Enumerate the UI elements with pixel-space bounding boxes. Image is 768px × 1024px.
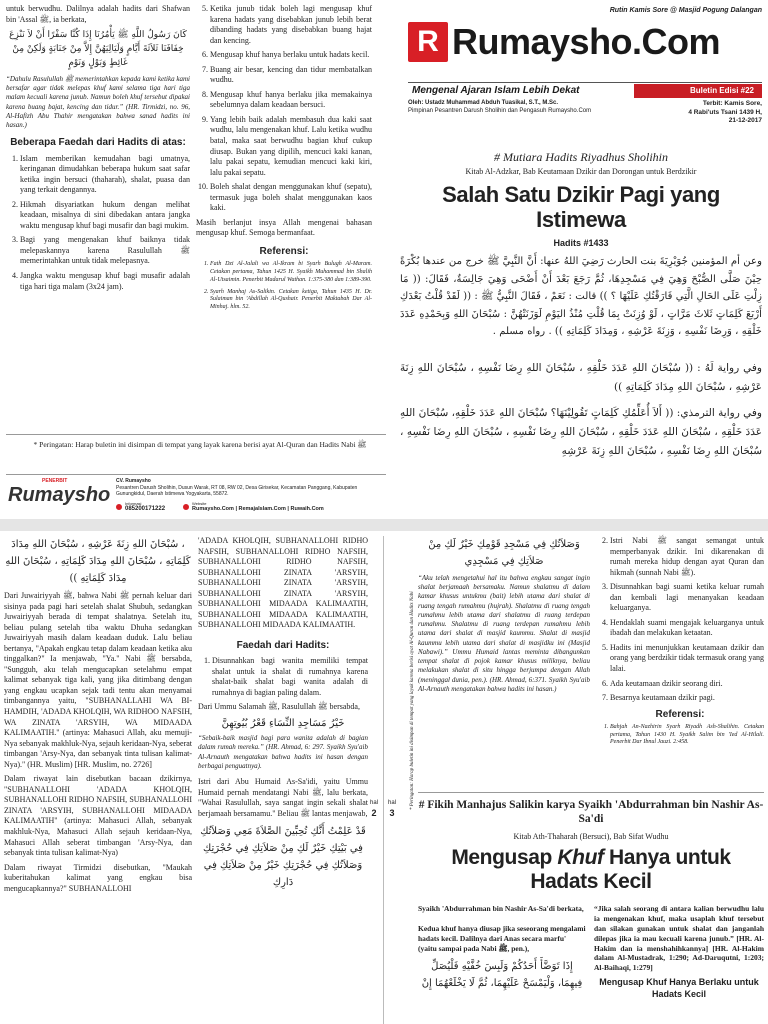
title-part: Khuf: [557, 846, 604, 869]
col1-list: [6, 154, 190, 293]
list-item: 7. Buang air besar, kencing dan tidur membatalkan wudhu.: [210, 65, 372, 86]
footer-logo-tag: PENERBIT: [42, 478, 68, 484]
page-number: 3: [389, 807, 395, 818]
list-item: 1. Islam memberikan kemudahan bagi umatnya, keringanan dimudahkan beberapa hukum saat safar ketika ingin bersuci (thaharah), shalat, puasa dan yang terkait dengannya.: [20, 154, 190, 196]
footer-publisher: CV. Rumaysho: [116, 478, 151, 484]
footer-web: [183, 501, 324, 514]
author-desc: Pimpinan Pesantren Darush Sholihin dan Pengasuh Rumaysho.Com: [408, 107, 592, 114]
fikih-arabic: إِذَا تَوَضَّأَ أَحَدُكُمْ وَلَبِسَ خُفَّيْهِ فَلْيُصَلِّ فِيهِمَا، وَلْيَمْسَحْ عَلَيْهِمَا، ثُمَّ لَا يَخْلَعْهُمَا إِنْ: [421, 960, 583, 989]
arabic-quote: خَيْرُ مَسَاجِدِ النِّسَاءِ قَعْرُ بُيُوتِهِنَّ: [221, 717, 345, 729]
footer-contacts: [116, 501, 386, 514]
refs-list: [596, 724, 764, 747]
page-label: hal: [369, 800, 378, 806]
page-number-right: [386, 800, 398, 820]
reference-item: 1. Bahjah An-Nazhirin Syarh Riyadh Ash-Shalihin. Cetakan pertama, Tahun 1430 H. Syaikh Salim bin 'Ied Al-Hilali. Penerbit Dar Ibnul Jauzi. 2:458.: [610, 724, 764, 747]
page2-column-2: [198, 536, 368, 891]
publish-date: [644, 100, 762, 126]
hadits-arabic-3: وفي رواية الترمذي: (( أَلاَ أُعَلِّمُكِ كَلِمَاتٍ تَقُولِيْنَهَا؟ سُبْحَانَ اللهِ عَدَدَ خَلْقِهِ، سُبْحَانَ اللهِ عَدَدَ خَلْقِهِ ، سُبْحَانَ اللهِ عَدَدَ خَلْقِهِ ، سُبْحَانَ اللهِ رِضَا نَفْسِهِ ، سُبْحَانَ اللهِ رِضَا نَفْسِهِ ، سُبْحَانَ اللهِ رِضَا نَفْسِهِ ، سُبْحَانَ اللهِ زِنَةَ عَرْشِهِ: [400, 407, 762, 457]
column-1: [6, 4, 190, 296]
fikih-tag: # Fikih Manhajus Salikin karya Syaikh 'Abdurrahman bin Nashir As-Sa'di: [418, 799, 764, 826]
date-line: Terbit: Kamis Sore,: [702, 100, 762, 107]
article-source: Kitab Al-Adzkar, Bab Keutamaan Dzikir dan Dorongan untuk Berdzikir: [465, 167, 697, 176]
col1-arabic: كَانَ رَسُولُ اللَّهِ ﷺ يَأْمُرُنَا إِذَا كُنَّا سَفْرًا أَنْ لاَ نَنْزِعَ خِفَافَنَا ثَلاَثَةَ أَيَّامٍ وَلَيَالِيَهُنَّ إِلاَّ مِنْ جَنَابَةٍ وَلَكِنْ مِنْ غَائِطٍ وَبَوْلٍ وَنَوْمٍ: [9, 30, 187, 68]
benefit-list: [596, 536, 764, 704]
col2-refs: [196, 261, 372, 312]
list-item: 7. Besarnya keutamaan dzikir pagi.: [610, 693, 764, 704]
page3-column-1: [418, 536, 590, 694]
fikih-intro: Syaikh 'Abdurrahman bin Nashir As-Sa'di berkata,: [418, 904, 584, 913]
faedah-list: [198, 656, 368, 698]
paragraph: Dari Juwairiyyah ﷺ, bahwa Nabi ﷺ pernah keluar dari sisinya pada pagi hari setelah shalat Shubuh, sedangkan Juwairiyyah berada di tempat shalatnya. Setelah itu, beliau pulang setelah tiba waktu Dhuha sedangkan Juwairiyyah masih dalam keadaan duduk. Lalu beliau bertanya, "Apakah engkau tetap dalam keadaan ketika aku tinggalkan?" Ia menjawab, "Ya." Nabi ﷺ bersabda, "Sungguh, aku telah mengucapkan setelahmu empat kalimat sebanyak tiga kali, yang jika ditimbang dengan yang engkau ucapkan sejak tadi tentu akan menyamai timbangannya yaitu, "SUBHANALLAHI WA BI-HAMDIH, 'ADADA KHOLQIH, WA RIDHOO NAFSIH, WA ZINATA 'ARSYIH, WA MIDAADA KALIMAATIH." (artinya: Mahasuci Allah, aku memuji-Nya sebanyak makhluk-Nya, sejauh keridaan-Nya, seberat timbangan 'Arsy-Nya, dan sebanyak tinta tulisan kalimat-Nya)." (HR. Muslim) [HR. Muslim, no. 2726]: [4, 591, 192, 769]
web-links[interactable]: Rumaysho.Com | RemajaIslam.Com | Ruwaih.Com: [192, 506, 324, 513]
list-item: 2. Hikmah disyariatkan hukum dengan melihat keadaan, misalnya di sini dibedakan antara jangka waktu mengusap khuf bagi musafir dan bagi mukim.: [20, 200, 190, 232]
hadits-arabic-2: وفي رواية لَهُ : (( سُبْحَانَ اللهِ عَدَدَ خَلْقِهِ ، سُبْحَانَ اللهِ رِضَا نَفْسِهِ ، سُبْحَانَ اللهِ زِنَةَ عَرْشِهِ ، سُبْحَانَ اللهِ مِدَادَ كَلِمَاتِهِ )): [400, 362, 762, 393]
arabic-quote: قَدْ عَلِمْتُ أَنَّكِ تُحِبِّينَ الصَّلاَةَ مَعِي وَصَلاَتُكِ فِي بَيْتِكِ خَيْرٌ لَكِ مِنْ صَلاَتِكِ فِي حُجْرَتِكِ وَصَلاَتُكِ فِي حُجْرَتِكِ خَيْرٌ مِنْ صَلاَتِكِ فِي دَارِكِ: [200, 826, 366, 889]
hadits-number: Hadits #1433: [553, 238, 609, 248]
fikih-bold: Kedua khuf hanya diusap jika seseorang mengalami hadats kecil. Dalilnya dari Anas secara marfu' (yaitu sampai pada Nabi ﷺ, pen.),: [418, 923, 586, 953]
quote-translation: “Sebaik-baik masjid bagi para wanita adalah di bagian dalam rumah mereka.” (HR. Ahmad, 6: 297. Syaikh Syu'aib Al-Arnauth mengatakan bahwa hadits ini hasan dengan berbagai penguatnya).: [198, 734, 368, 770]
list-item: 6. Ada keutamaan dzikir seorang diri.: [610, 679, 764, 690]
date-line: 21-12-2017: [728, 117, 762, 125]
fikih-title: [418, 846, 764, 894]
footer-phone: [116, 501, 165, 514]
page-number-left: [368, 800, 380, 820]
list-item: 2. Istri Nabi ﷺ sangat semangat untuk memperbanyak dzikir. Ini dikarenakan di rumah mereka hidup dengan ayat Quran dan hikmah (sunnah Nabi ﷺ).: [610, 536, 764, 578]
brand-logo: [408, 20, 764, 64]
col2-closing: Masih berlanjut insya Allah mengenai bahasan mengusap khuf. Semoga bermanfaat.: [196, 217, 372, 238]
paragraph: Dalam riwayat Tirmidzi disebutkan, "Maukah kuberitahukan kalimat yang engkau bisa mengucapkannya?" SUBHANALLOHI: [4, 862, 192, 893]
title-part: Hanya untuk Hadats Kecil: [530, 846, 731, 894]
fikih-subheading: Mengusap Khuf Hanya Berlaku untuk Hadats Kecil: [599, 977, 759, 1000]
notice-text: * Peringatan: Harap buletin ini disimpan di tempat yang layak karena berisi ayat Al-Quran dan Hadits Nabi ﷺ: [33, 440, 367, 449]
arabic-quote: وَصَلاَتُكِ فِي مَسْجِدِ قَوْمِكِ خَيْرٌ لَكِ مِنْ صَلاَتِكِ فِي مَسْجِدِي: [428, 539, 580, 567]
list-item: 5. Ketika junub tidak boleh lagi mengusap khuf karena hadats yang disebabkan junub lebih berat dibanding hadats yang disebabkan buang hajat dan kencing.: [210, 4, 372, 46]
list-item: 4. Hendaklah suami mengajak keluarganya untuk ibadah dan melakukan ketaatan.: [610, 618, 764, 639]
quote-translation: “Aku telah mengetahui hal itu bahwa engkau sangat ingin shalat berjamaah bersamaku. Namun shalatmu di dalam kamar khusus untukmu (bait) lebih utama dari shalat di ruang tengah rumahmu (hujrah). Shalatmu di ruang tengah rumahmu lebih utama dari shalatmu di ruang terdepan rumahmu. Shalatmu di ruang terdepan rumahmu lebih utama dari shalat di masjid kaummu. Shalat di masjid kaummu lebih utama dari shalat di masjidku ini (Masjid Nabawi).” Ummu Humaid lantas meminta dibangunkan tempat shalat di pojok kamar khusus miliknya, beliau melakukan shalat di situ hingga berjumpa dengan Allah (meninggal dunia, pen.). (HR. Ahmad, 6:371. Syaikh Syu'aib Al-Arnauth mengatakan bahwa hadits ini hasan.): [418, 574, 590, 693]
phone-number: 085200171222: [125, 506, 166, 513]
hadits-arabic-1: وعن أم المؤمنين جُوَيْرِيَةَ بنت الحارث رَضِيَ اللهُ عنها: أَنَّ النَّبِيَّ ﷺ خرج من عندها بُكْرَةً حِيْنَ صَلَّى الصُّبْحَ وَهِيَ فِي مَسْجِدِهَا، ثُمَّ رَجَعَ بَعْدَ أَنْ أَضْحَى وَهِيَ جَالِسَةٌ، فَقَالَ: (( مَا زِلْتِ عَلَى الحَالِ الَّتِي فَارَقْتُكِ عَلَيْهَا ؟ )) قالت : نَعَمْ ، فَقَالَ النَّبِيُّ ﷺ : (( لَقَدْ قُلْتُ بَعْدَكِ أَرْبَعَ كَلِمَاتٍ ثَلاثَ مَرَّاتٍ ، لَوْ وُزِنَتْ بِمَا قُلْتِ مُنْذُ اليَوْمِ لَوَزَنَتْهُنَّ : سُبْحَانَ اللهِ وَبِحَمْدِهِ عَدَدَ خَلْقِهِ ، وَرِضَا نَفْسِهِ ، وَزِنَةَ عَرْشِهِ ، وَمِدَادَ كَلِمَاتِهِ )) . رواه مسلم .: [400, 256, 762, 338]
paragraph: 'ADADA KHOLQIH, SUBHANALLOHI RIDHO NAFSIH, SUBHANALLOHI RIDHO NAFSIH, SUBHANALLOHI RIDHO NAFSIH, SUBHANALLOHI ZINATA 'ARSYIH, SUBHANALLOHI ZINATA 'ARSYIH, SUBHANALLOHI ZINATA 'ARSYIH, SUBHANALLOHI MIDAADA KALIMAATIH, SUBHANALLOHI MIDAADA KALIMAATIH, SUBHANALLOHI MIDAADA KALIMAATIH.: [198, 536, 368, 630]
fikih-quote: “Jika salah seorang di antara kalian berwudhu lalu ia mengenakan khuf, maka usaplah khuf tersebut dan silakan gunakan untuk shalat dan janganlah dilepas jika ia mau kecuali karena junub.” [HR. Al-Hakim dan ia menshahihkannya] [HR. Al-Hakim dalam Al-Mustadrak, 1:290; Ad-Daruqutni, 1:203; Al-Baihaqi, 1:279]: [594, 904, 764, 973]
side-note: [402, 560, 415, 810]
list-item: 1. Disunnahkan bagi wanita memiliki tempat shalat untuk ia shalat di rumahnya karena shalat-baik shalat bagi wanita adalah di rumahnya di bagian paling dalam.: [212, 656, 368, 698]
author-name: Oleh: Ustadz Muhammad Abduh Tuasikal, S.T., M.Sc.: [408, 100, 559, 106]
col1-heading: Beberapa Faedah dari Hadits di atas:: [10, 137, 186, 149]
column-2: [196, 4, 372, 316]
paragraph: Istri dari Abu Humaid As-Sa'idi, yaitu Ummu Humaid pernah mendatangi Nabi ﷺ, lalu berkata, "Wahai Rasulullah, saya sangat ingin sekali shalat berjamaah bersamamu." Beliau ﷺ lantas menjawab,: [198, 776, 368, 818]
date-line: 4 Rabi'uts Tsani 1439 H,: [688, 108, 762, 116]
col1-intro: untuk berwudhu. Dalilnya adalah hadits dari Shafwan bin 'Assal ﷺ, ia berkata,: [6, 4, 190, 24]
page3-column-2: [596, 536, 764, 751]
phone-icon: [116, 504, 122, 510]
fikih-column-1: [418, 904, 586, 992]
col2-ref-heading: Referensi:: [259, 245, 309, 257]
header-subtitle: Mengenal Ajaran Islam Lebih Dekat: [412, 85, 580, 96]
fikih-column-2: [594, 904, 764, 1001]
list-item: 4. Jangka waktu mengusap khuf bagi musafir adalah tiga hari tiga malam (3x24 jam).: [20, 271, 190, 292]
author-block: [408, 100, 640, 116]
paragraph: Dalam riwayat lain disebutkan bacaan dzikirnya, "SUBHANALLOHI 'ADADA KHOLQIH, SUBHANALLOHI RIDHO NAFSIH, SUBHANALLOHI ZINATA 'ARSYIH, SUBHANALLOHI MIDAADA KALIMAATIH" (artinya: Mahasuci Allah, sebanyak makhluk-Nya, Mahasuci Allah sejauh keridaan-Nya, Mahasuci Allah seberat timbangan 'Arsy-Nya, dan sebanyak tinta tulisan kalimat-Nya): [4, 774, 192, 858]
reference-item: 2. Syarh Manhaj As-Salikin. Cetakan ketiga, Tahun 1435 H. Dr. Sulaiman bin 'Abdillah Al-Qushair. Penerbit Maktabah Dar Al-Minhaj. hlm. 52.: [210, 289, 372, 312]
web-label: Website: [192, 501, 207, 507]
paragraph: Dari Ummu Salamah ﷺ, Rasulullah ﷺ bersabda,: [198, 702, 360, 712]
brand-name: Rumaysho.Com: [452, 21, 721, 63]
list-item: 8. Mengusap khuf hanya berlaku jika memakainya sebelumnya dalam keadaan bersuci.: [210, 90, 372, 111]
title-part: Mengusap: [451, 846, 558, 869]
phone-label: Informasi: [125, 500, 142, 506]
reference-item: 1. Fath Dzi Al-Jalali wa Al-Ikram bi Syarh Bulugh Al-Maram. Cetakan pertama, Tahun 1425 H. Syaikh Muhammad bin Shalih Al-Utsaimin. Penerbit Madarul Wathan. 1:375-380 dan 1:389-390.: [210, 261, 372, 284]
col2-list: [196, 4, 372, 214]
list-item: 9. Yang lebih baik adalah membasuh dua kaki saat wudhu, lalu mengenakan khuf. Lalu ketika wudhu batal, maka saat berwudhu bagian khuf cukup diusap. Bukan yang dipilih, mencuci kaki kanan, lalu pakai sepatu, kemudian mencuci kaki kiri, lalu pakai sepatu.: [210, 115, 372, 178]
page2-column-1: [4, 536, 192, 894]
logo-icon: R: [408, 22, 448, 62]
fikih-source: Kitab Ath-Thaharah (Bersuci), Bab Sifat Wudhu: [513, 832, 669, 841]
footer-address: Pesantren Darush Sholihin, Dusun Warak, RT 08, RW 02, Desa Girisekar, Kecamatan Panggang, Kabupaten Gunungkidul, Daerah Istimewa Yogyakarta, 55872.: [116, 484, 358, 498]
page-label: hal: [387, 800, 396, 806]
list-item: 6. Mengusap khuf hanya berlaku untuk hadats kecil.: [210, 50, 372, 61]
faedah-heading: Faedah dari Hadits:: [236, 639, 330, 651]
list-item: 10. Boleh shalat dengan menggunakan khuf (sepatu), termasuk juga boleh shalat menggunakan kaos kaki.: [210, 182, 372, 214]
side-note-text: * Peringatan: Harap buletin ini disimpan di tempat yang layak karena berisi ayat Al-Quran dan Hadits Nabi: [410, 591, 415, 810]
col1-translation: “Dahulu Rasulullah ﷺ memerintahkan kepada kami ketika kami bersafar agar tidak melepas khuf kami selama tiga hari tiga malam kecuali karena junub. Namun boleh khuf tersebut dipakai karena buang bajat, kencing dan tidur.” (HR. Tirmidzi, no. 96, Al-Hafizh Abu Thahir mengatakan bahwa sanad hadits ini hasan.): [6, 74, 191, 130]
edition-badge: Buletin Edisi #22: [634, 84, 762, 98]
page-separator: [0, 519, 768, 531]
article-title: Salah Satu Dzikir Pagi yang Istimewa: [442, 182, 720, 233]
footer-info: [116, 478, 386, 514]
footer-brand: Rumaysho: [8, 483, 111, 506]
footer-logo: [8, 478, 112, 516]
ref-heading: Referensi:: [655, 708, 705, 720]
section-tag: # Mutiara Hadits Riyadhus Sholihin: [494, 150, 668, 164]
arabic-top: ، سُبْحَانَ اللهِ زِنَةَ عَرْشِهِ ، سُبْحَانَ اللهِ مِدَادَ كَلِمَاتِهِ ، سُبْحَانَ اللهِ مِدَادَ كَلِمَاتِهِ ، سُبْحَانَ اللهِ مِدَادَ كَلِمَاتِهِ )): [5, 539, 191, 584]
list-item: 5. Hadits ini menunjukkan keutamaan dzikir dan orang yang berdzikir tidak termasuk orang yang lalai.: [610, 643, 764, 675]
globe-icon: [183, 504, 189, 510]
page-number: 2: [371, 807, 377, 818]
list-item: 3. Disunnahkan bagi suami ketika keluar rumah dan kembali lagi menanyakan keadaan keluarganya.: [610, 582, 764, 614]
list-item: 3. Bagi yang mengenakan khuf baiknya tidak melepaskannya karena Rasulullah ﷺ memerintahkan untuk tidak melepasnya.: [20, 235, 190, 267]
header-tagline: Rutin Kamis Sore @ Masjid Pogung Dalangan: [609, 7, 762, 14]
